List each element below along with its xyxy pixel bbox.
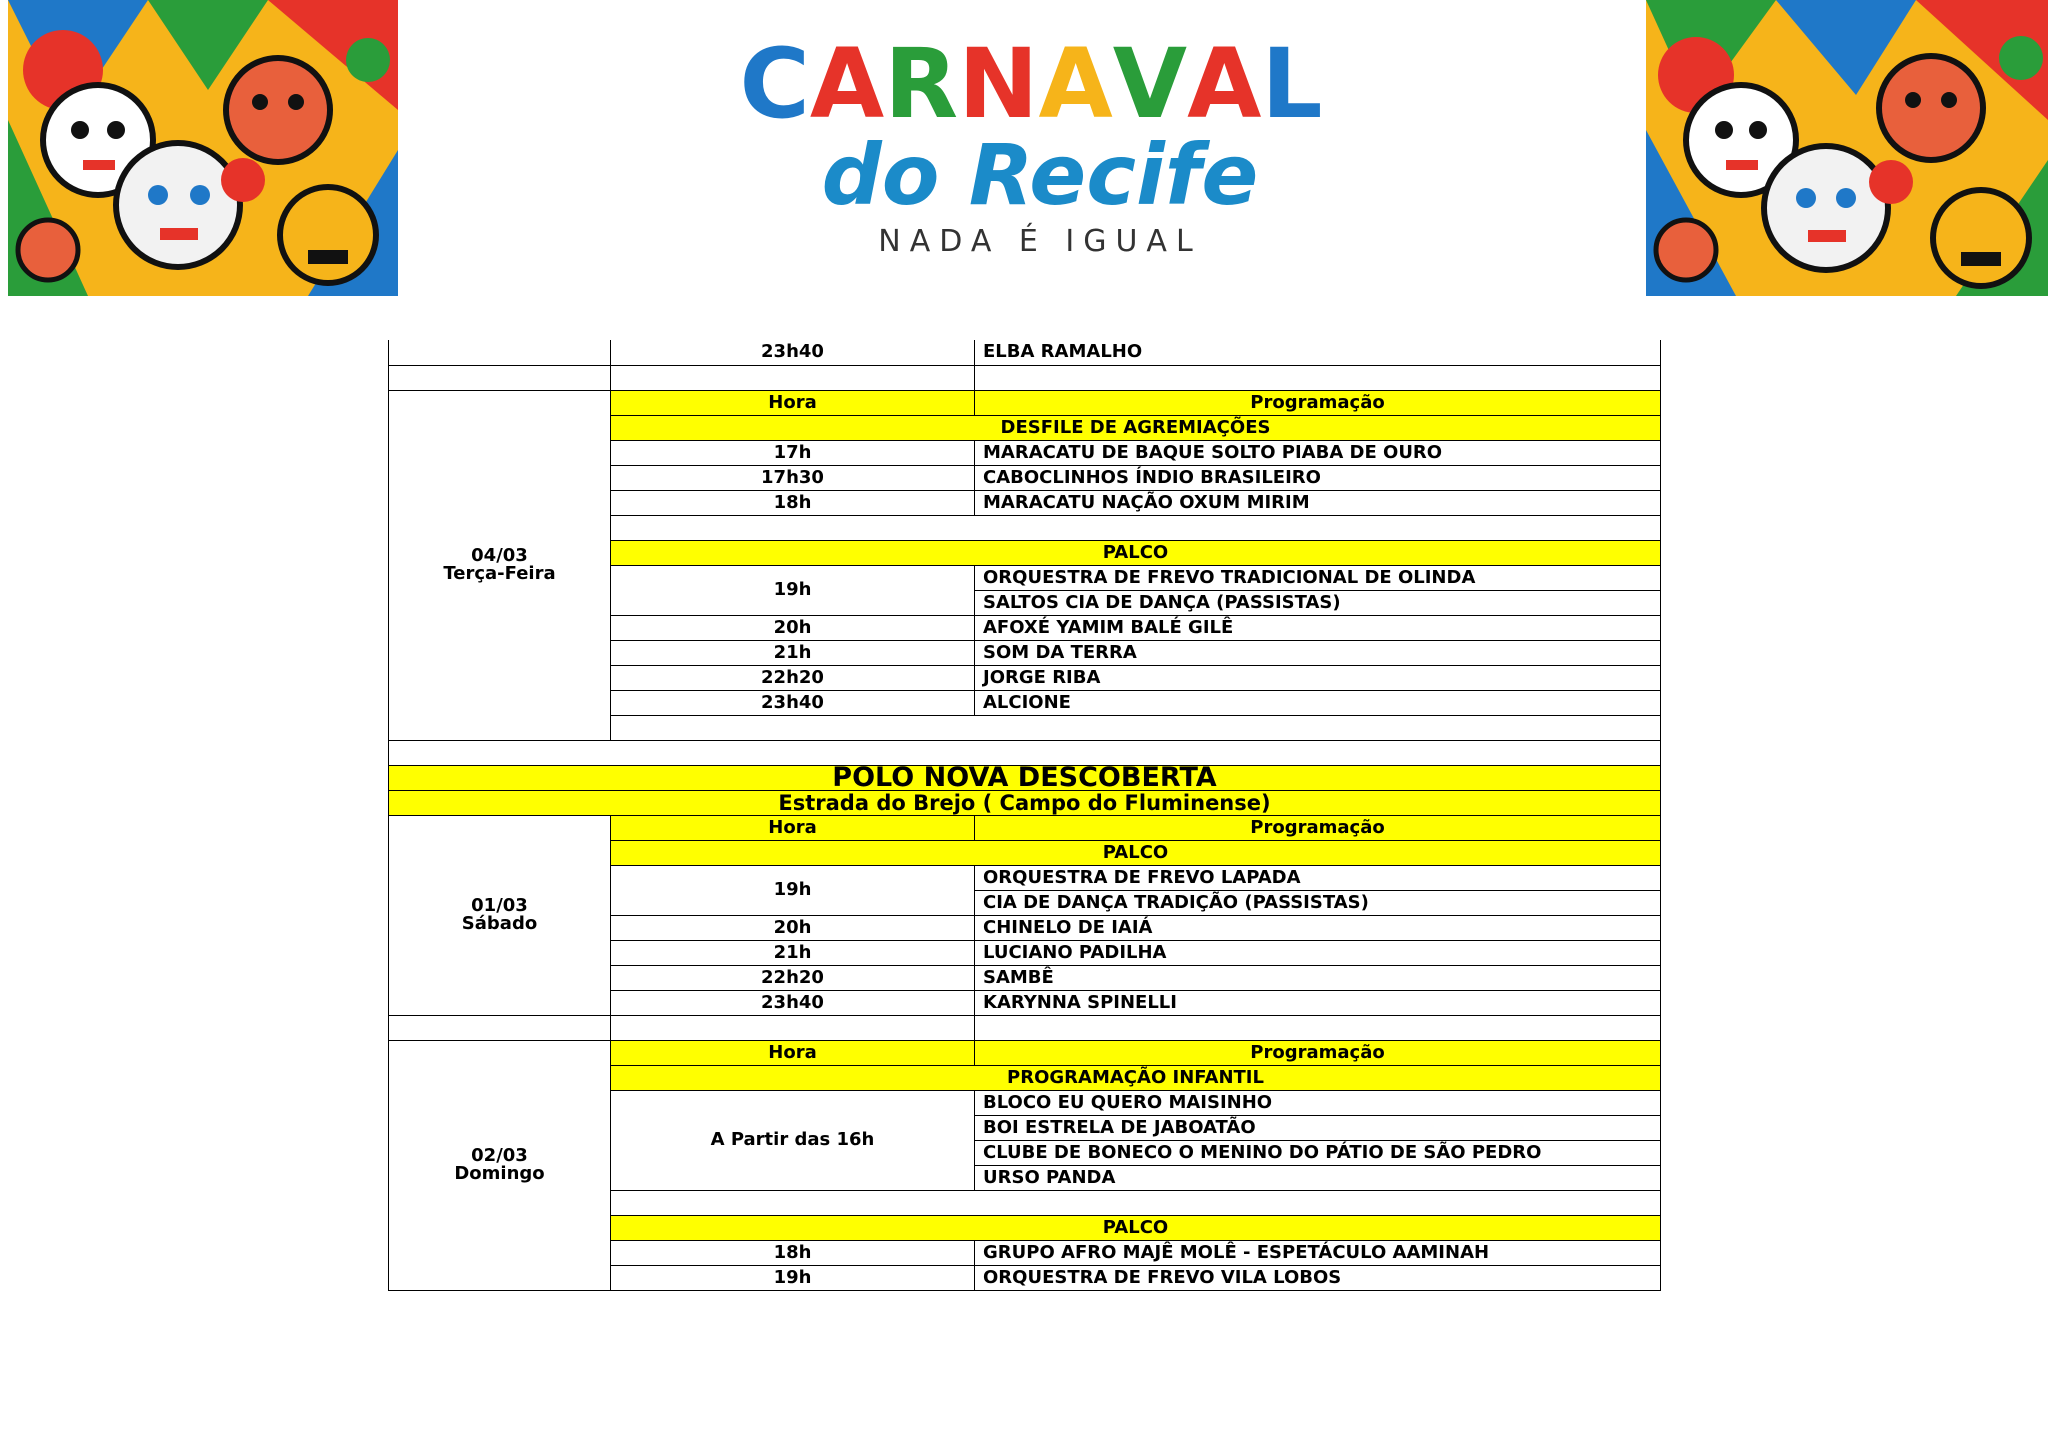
act-cell: ALCIONE	[975, 690, 1661, 715]
empty-cell	[611, 515, 1661, 540]
act-cell: ORQUESTRA DE FREVO VILA LOBOS	[975, 1265, 1661, 1290]
time-cell: A Partir das 16h	[611, 1090, 975, 1190]
section-title-palco: PALCO	[611, 540, 1661, 565]
day-cell	[389, 1040, 611, 1290]
empty-cell	[611, 1190, 1661, 1215]
act-cell: SAMBÊ	[975, 965, 1661, 990]
spacer-row	[389, 740, 1661, 765]
carnaval-logo	[739, 28, 1321, 259]
spacer-row	[389, 365, 1661, 390]
hour-header: Hora	[611, 815, 975, 840]
table-row	[389, 340, 1661, 365]
time-cell: 20h	[611, 915, 975, 940]
logo-do-recife: do Recife	[821, 126, 1259, 224]
polo-title: POLO NOVA DESCOBERTA	[389, 765, 1661, 790]
act-cell: BOI ESTRELA DE JABOATÃO	[975, 1115, 1661, 1140]
day-weekday: Terça-Feira	[443, 563, 556, 584]
program-header: Programação	[975, 1040, 1661, 1065]
hour-header: Hora	[611, 1040, 975, 1065]
logo-carnaval-word	[739, 28, 1321, 140]
time-cell: 18h	[611, 490, 975, 515]
empty-cell	[389, 365, 611, 390]
act-cell: CHINELO DE IAIÁ	[975, 915, 1661, 940]
act-cell: GRUPO AFRO MAJÊ MOLÊ - ESPETÁCULO AAMINAH	[975, 1240, 1661, 1265]
table-row	[389, 1040, 1661, 1065]
act-cell: SALTOS CIA DE DANÇA (PASSISTAS)	[975, 590, 1661, 615]
time-cell: 22h20	[611, 665, 975, 690]
act-cell: CIA DE DANÇA TRADIÇÃO (PASSISTAS)	[975, 890, 1661, 915]
table-row	[389, 815, 1661, 840]
time-cell: 17h30	[611, 465, 975, 490]
section-title-desfile: DESFILE DE AGREMIAÇÕES	[611, 415, 1661, 440]
hour-header: Hora	[611, 390, 975, 415]
empty-cell	[389, 340, 611, 365]
day-cell	[389, 390, 611, 740]
day-weekday: Domingo	[454, 1163, 545, 1184]
spacer-row	[389, 1015, 1661, 1040]
logo-letter: V	[1112, 28, 1186, 140]
day-weekday: Sábado	[461, 913, 538, 934]
time-cell: 19h	[611, 565, 975, 615]
logo-letter: N	[958, 28, 1037, 140]
logo-letter: A	[1038, 28, 1111, 140]
act-cell: ORQUESTRA DE FREVO LAPADA	[975, 865, 1661, 890]
act-cell: JORGE RIBA	[975, 665, 1661, 690]
act-cell: KARYNNA SPINELLI	[975, 990, 1661, 1015]
empty-cell	[389, 1015, 611, 1040]
polo-address: Estrada do Brejo ( Campo do Fluminense)	[389, 790, 1661, 815]
section-title-palco: PALCO	[611, 840, 1661, 865]
day-date: 02/03	[471, 1145, 528, 1166]
act-cell: CABOCLINHOS ÍNDIO BRASILEIRO	[975, 465, 1661, 490]
time-cell: 21h	[611, 940, 975, 965]
day-cell	[389, 815, 611, 1015]
time-cell: 19h	[611, 1265, 975, 1290]
logo-letter: L	[1261, 28, 1321, 140]
day-date: 01/03	[471, 895, 528, 916]
empty-cell	[975, 365, 1661, 390]
program-header: Programação	[975, 390, 1661, 415]
logo-letter: A	[1187, 28, 1260, 140]
time-cell: 21h	[611, 640, 975, 665]
time-cell: 19h	[611, 865, 975, 915]
day-date: 04/03	[471, 545, 528, 566]
polo-title-row	[389, 765, 1661, 790]
empty-cell	[611, 365, 975, 390]
act-cell: LUCIANO PADILHA	[975, 940, 1661, 965]
act-cell: MARACATU NAÇÃO OXUM MIRIM	[975, 490, 1661, 515]
table-row	[389, 390, 1661, 415]
time-cell: 17h	[611, 440, 975, 465]
act-cell: ELBA RAMALHO	[975, 340, 1661, 365]
empty-cell	[611, 1015, 975, 1040]
time-cell: 18h	[611, 1240, 975, 1265]
time-cell: 23h40	[611, 340, 975, 365]
carnival-art-right	[1646, 0, 2048, 296]
act-cell: CLUBE DE BONECO O MENINO DO PÁTIO DE SÃO PEDRO	[975, 1140, 1661, 1165]
section-title-palco: PALCO	[611, 1215, 1661, 1240]
logo-letter: R	[884, 28, 957, 140]
schedule-table	[388, 340, 1661, 1291]
section-title-infantil: PROGRAMAÇÃO INFANTIL	[611, 1065, 1661, 1090]
logo-letter: A	[809, 28, 883, 140]
empty-cell	[389, 740, 1661, 765]
time-cell: 20h	[611, 615, 975, 640]
time-cell: 23h40	[611, 990, 975, 1015]
act-cell: MARACATU DE BAQUE SOLTO PIABA DE OURO	[975, 440, 1661, 465]
carnival-art-left	[8, 0, 398, 296]
time-cell: 23h40	[611, 690, 975, 715]
act-cell: AFOXÉ YAMIM BALÉ GILÊ	[975, 615, 1661, 640]
polo-address-row	[389, 790, 1661, 815]
act-cell: ORQUESTRA DE FREVO TRADICIONAL DE OLINDA	[975, 565, 1661, 590]
act-cell: SOM DA TERRA	[975, 640, 1661, 665]
program-header: Programação	[975, 815, 1661, 840]
time-cell: 22h20	[611, 965, 975, 990]
act-cell: URSO PANDA	[975, 1165, 1661, 1190]
logo-tagline: NADA É IGUAL	[878, 224, 1202, 259]
act-cell: BLOCO EU QUERO MAISINHO	[975, 1090, 1661, 1115]
empty-cell	[975, 1015, 1661, 1040]
logo-letter: C	[739, 28, 808, 140]
empty-cell	[611, 715, 1661, 740]
